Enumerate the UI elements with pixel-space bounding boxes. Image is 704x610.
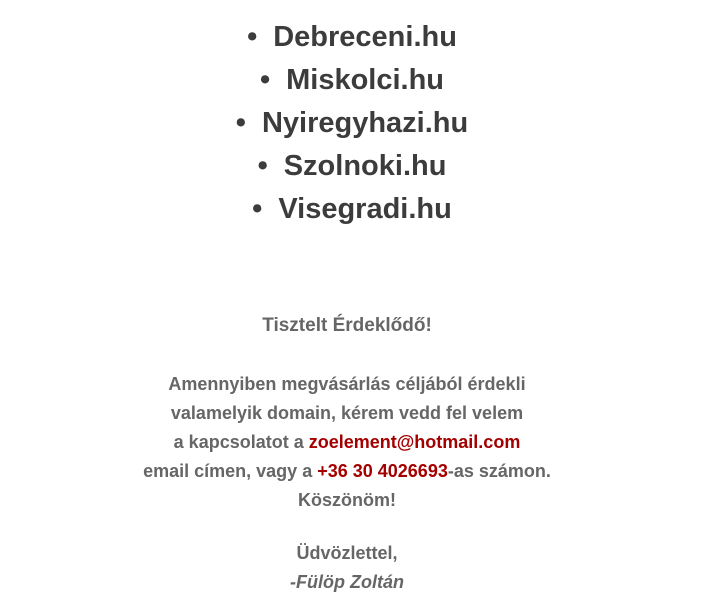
domain-list — [0, 16, 704, 231]
message-line-2: valamelyik domain, kérem vedd fel velem — [170, 403, 524, 423]
contact-message — [0, 312, 694, 597]
signature-text: -Fülöp Zoltán — [290, 572, 404, 592]
domain-item-szolnoki — [0, 145, 704, 188]
bullet-icon: • — [247, 21, 258, 53]
closing-text: Üdvözlettel, — [296, 543, 398, 563]
thanks-text: Köszönöm! — [298, 490, 396, 510]
bullet-icon: • — [259, 64, 271, 96]
domain-link-szolnoki[interactable]: Szolnoki.hu — [283, 150, 447, 182]
domain-item-miskolci — [0, 59, 704, 102]
greeting-heading: Tisztelt Érdeklődő! — [262, 315, 432, 336]
phone-number: +36 30 4026693 — [317, 461, 448, 481]
domain-link-miskolci[interactable]: Miskolci.hu — [286, 64, 445, 96]
domain-item-nyiregyhazi — [0, 102, 704, 145]
bullet-icon: • — [235, 107, 246, 139]
domain-link-visegradi[interactable]: Visegradi.hu — [278, 193, 452, 225]
domain-link-debreceni[interactable]: Debreceni.hu — [273, 21, 457, 53]
bullet-icon: • — [257, 150, 268, 182]
domain-link-nyiregyhazi[interactable]: Nyiregyhazi.hu — [261, 107, 469, 139]
domain-item-visegradi — [0, 188, 704, 231]
domain-item-debreceni — [0, 16, 704, 59]
message-line-4-suffix: -as számon. — [447, 461, 551, 481]
message-line-4 — [0, 457, 694, 486]
message-line-3 — [0, 428, 694, 457]
email-link[interactable]: zoelement@hotmail.com — [308, 432, 521, 452]
message-line-3-text: a kapcsolatot a — [173, 432, 309, 452]
bullet-icon: • — [252, 193, 263, 225]
message-line-1: Amennyiben megvásárlás céljából érdekli — [168, 374, 526, 394]
message-line-4-text: email címen, vagy a — [143, 461, 318, 481]
